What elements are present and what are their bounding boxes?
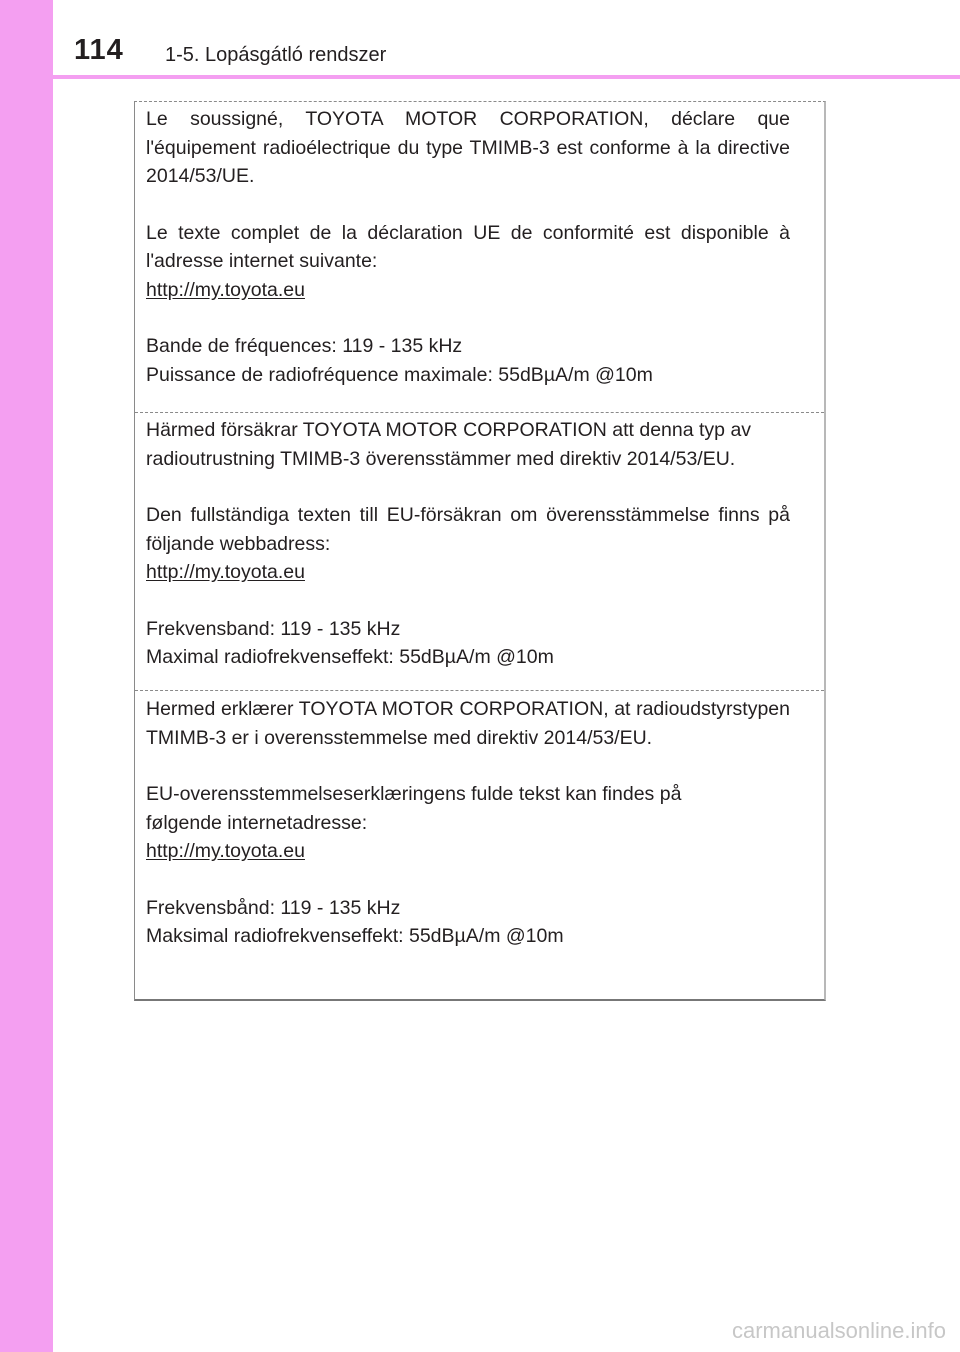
toyota-eu-link[interactable]: http://my.toyota.eu (146, 278, 305, 301)
availability-text: Le texte complet de la déclaration UE de conformité est disponible à l'adresse internet suivante: (146, 221, 790, 272)
max-power-text: Puissance de radiofréquence maximale: 55dBµA/m @10m (146, 363, 653, 386)
max-power-text: Maximal radiofrekvenseffekt: 55dBµA/m @10m (146, 646, 554, 668)
section-french (135, 105, 824, 389)
frequency-band-text: Bande de fréquences: 119 - 135 kHz (146, 335, 463, 357)
declaration-text: Härmed försäkrar TOYOTA MOTOR CORPORATION att denna typ av radioutrustning TMIMB-3 överensstämmer med direktiv 2014/53/EU. (146, 419, 752, 470)
page-number: 114 (74, 34, 124, 66)
watermark: carmanualsonline.info (731, 1318, 946, 1343)
declaration-text: Hermed erklærer TOYOTA MOTOR CORPORATION, at radioudstyrstypen TMIMB-3 er i overensstemmelse med direktiv 2014/53/EU. (146, 698, 790, 749)
side-color-band (0, 0, 53, 1352)
declaration-text: Le soussigné, TOYOTA MOTOR CORPORATION, déclare que l'équipement radioélectrique du type TMIMB-3 est conforme à la directive 2014/53/UE. (146, 108, 790, 187)
declaration-box (134, 101, 826, 1001)
section-danish (135, 690, 824, 951)
chapter-title: 1-5. Lopásgátló rendszer (165, 44, 387, 66)
availability-text-line1: EU-overensstemmelseserklæringens fulde tekst kan findes på (146, 783, 682, 805)
availability-text-line2: følgende internetadresse: (146, 811, 368, 834)
section-swedish (135, 412, 824, 672)
header-divider (53, 75, 960, 79)
toyota-eu-link[interactable]: http://my.toyota.eu (146, 561, 305, 583)
frequency-band-text: Frekvensband: 119 - 135 kHz (146, 617, 401, 640)
toyota-eu-link[interactable]: http://my.toyota.eu (146, 840, 305, 862)
availability-text: Den fullständiga texten till EU-försäkran om överensstämmelse finns på följande webbadress: (146, 504, 790, 555)
frequency-band-text: Frekvensbånd: 119 - 135 kHz (146, 896, 401, 919)
max-power-text: Maksimal radiofrekvenseffekt: 55dBµA/m @10m (146, 925, 564, 947)
